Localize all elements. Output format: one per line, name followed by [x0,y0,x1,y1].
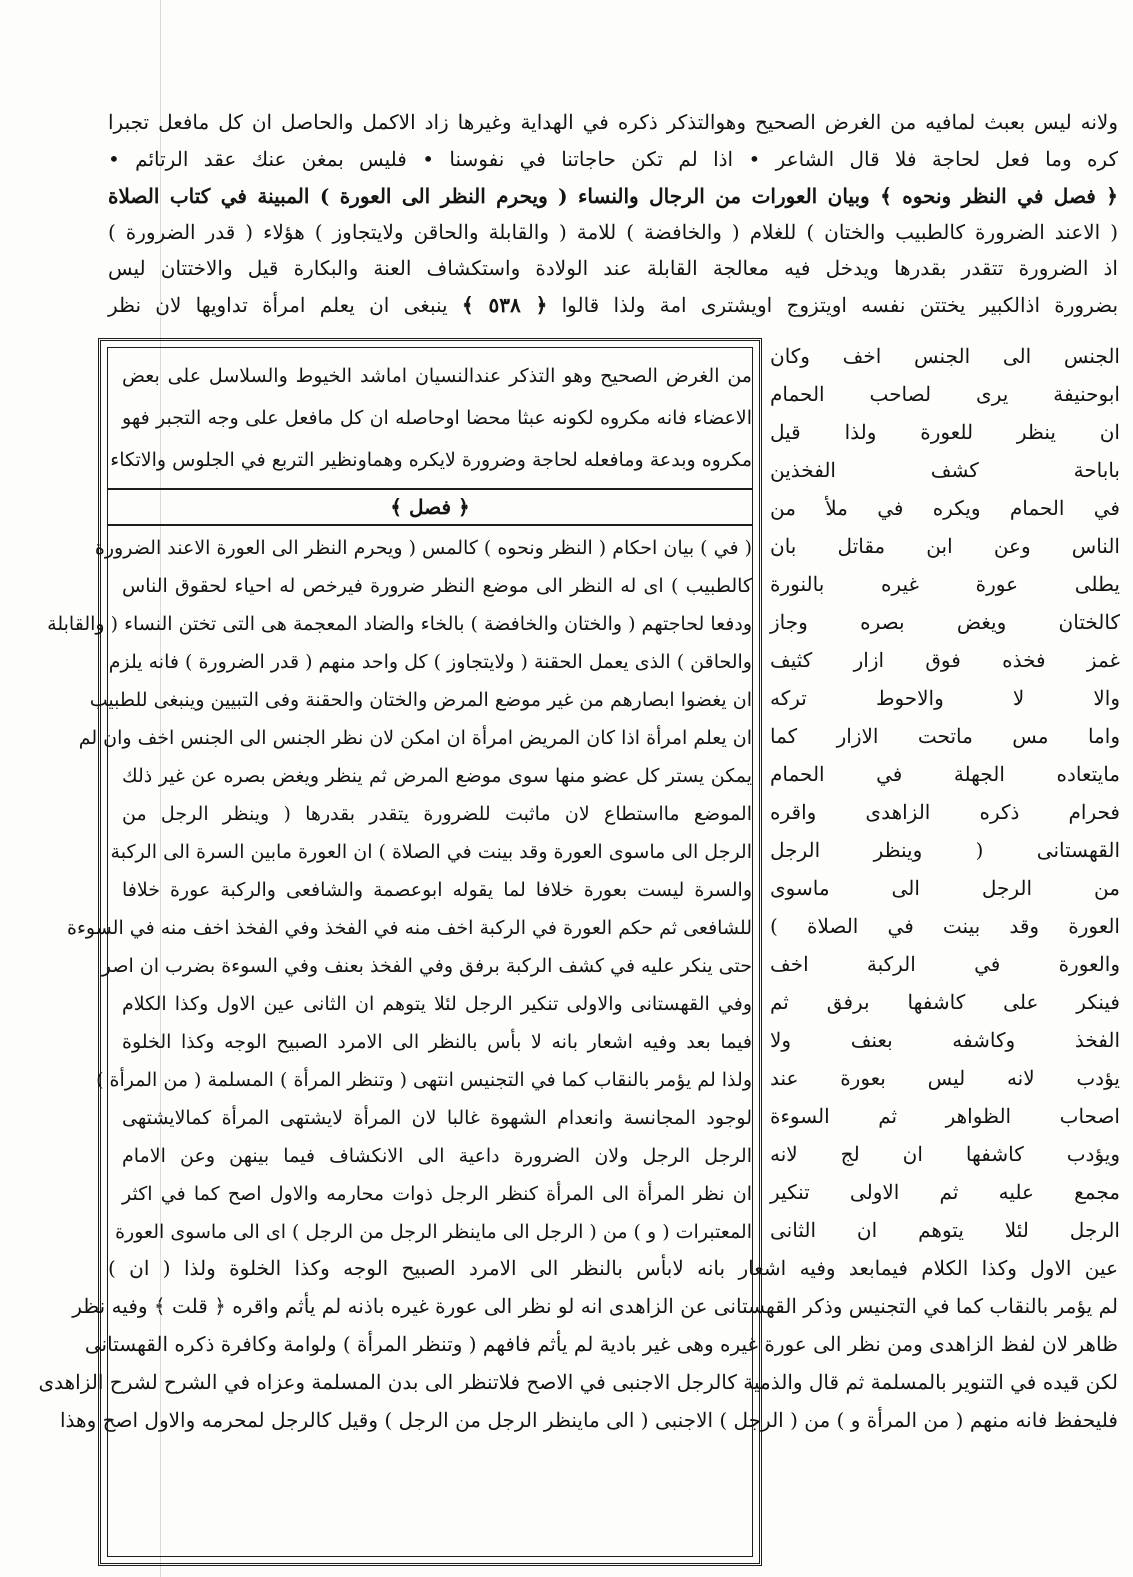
side-text-line: يطلى عورة غيره بالنورة [770,572,1120,596]
box-text-line: الرجل الى ماسوى العورة وقد بينت في الصلاة ) ان العورة مابين السرة الى الركبة [110,841,752,863]
text-line: ولانه ليس بعبث لمافيه من الغرض الصحيح وهوالتذكر ذكره في الهداية وغيرها زاد الاكمل والحاصل ان كل مافعل تجبرا [108,110,1118,134]
box-text-line: حتى ينكر عليه في كشف الركبة برفق وفي الفخذ بعنف وفي السوءة بضرب ان اصر [101,955,752,977]
box-text-line: الاعضاء فانه مكروه لكونه عبثا محضا اوحاصله ان كل مافعل على وجه التجبر فهو [122,407,752,429]
box-text-line: ان نظر المرأة الى المرأة كنظر الرجل ذوات محارمه والاول اصح كما في اكثر [122,1183,752,1205]
page-number: ﴿ ٥٣٨ ﴾ [461,293,548,317]
text-line: كره وما فعل لحاجة فلا قال الشاعر ‌• اذا لم تكن حاجاتنا في نفوسنا • فليس بمغن عنك عقد الرتائم • [108,147,1118,171]
side-text-line: ان ينظر للعورة ولذا قيل [770,420,1120,444]
text-line-with-page-number [108,287,1118,323]
side-text-line: القهستانى ( وينظر الرجل [770,838,1120,862]
side-text-line: فحرام ذكره الزاهدى واقره [770,800,1120,824]
box-text-line: المعتبرات ( و ) من ( الرجل الى ماينظر الرجل من الرجل ) اى الى ماسوى العورة [115,1221,752,1243]
side-text-line: الفخذ وكاشفه بعنف ولا [770,1028,1120,1052]
side-text-line: اصحاب الظواهر ثم السوءة [770,1104,1120,1128]
text-line: اذ الضرورة تتقدر بقدرها ويدخل فيه معالجة القابلة عند الولادة واستكشاف العنة والبكارة قيل والاختتان ليس [108,256,1118,280]
text-line: لم يؤمر بالنقاب كما في التجنيس وذكر القهستانى عن الزاهدى انه لو نظر الى عورة غيره باذنه لم يأثم واقره ﴿ قلت ﴾ وفيه نظر [72,1294,1118,1318]
side-text-line: من الرجل الى ماسوى [770,876,1120,900]
text-line: ( الاعند الضرورة كالطبيب والختان ) للغلام ( والخافضة ) للامة ( والقابلة والحاقن ولايتجاوز ) هؤلاء ( قدر الضرورة ) [108,220,1118,244]
side-text-line: غمز فخذه فوق ازار كثيف [770,648,1120,672]
text-line: فليحفظ فانه منهم ( من المرأة و ) من ( الرجل ) الاجنبى ( الى ماينظر الرجل من الرجل ) وقيل كالرجل لمحرمه والاول اصح وهذا [60,1408,1118,1432]
side-text-line: في الحمام ويكره في ملأ من [770,496,1120,520]
box-text-line: والسرة ليست بعورة خلافا لما يقوله ابوعصمة والشافعى والركبة عورة خلافا [122,879,752,901]
side-text-line: يؤدب لانه ليس بعورة عند [770,1066,1120,1090]
fasl-heading: ﴿ فصل ﴾ [390,495,470,519]
side-text-line: مجمع عليه ثم الاولى تنكير [770,1180,1120,1204]
box-text-line: الرجل الرجل ولان الضرورة داعية الى الانكشاف فيما بينهن وعن الامام [122,1145,752,1167]
text-line: عين الاول وكذا الكلام فيمابعد وفيه اشعار بانه لابأس بالنظر الى الامرد الصبيح الوجه وكذا الخلوة ولذا ( ان ) [108,1256,1118,1280]
box-text-line: لوجود المجانسة وانعدام الشهوة غالبا لان المرأة لايشتهى المرأة كمالايشتهى [122,1107,752,1129]
box-text-line: ان يغضوا ابصارهم من غير موضع المرض والختان والحقنة وفى التبيين وينبغى للطبيب [89,689,752,711]
side-text-line: باباحة كشف الفخذين [770,458,1120,482]
text-fragment: بضرورة اذالكبير يختتن نفسه اويتزوج اويشترى امة ولذا قالوا [561,293,1119,317]
box-text-line: يمكن يستر كل عضو منها سوى موضع المرض ثم ينظر ويغض بصره عن غير ذلك [122,765,752,787]
box-text-line: من الغرض الصحيح وهو التذكر عندالنسيان اماشد الخيوط والسلاسل على بعض [122,365,752,387]
side-text-line: مايتعاده الجهلة في الحمام [770,762,1120,786]
side-text-line: ابوحنيفة يرى لصاحب الحمام [770,382,1120,406]
side-text-line: ويؤدب كاشفها ان لج لانه [770,1142,1120,1166]
text-line: ظاهر لان لفظ الزاهدى ومن نظر الى عورة غيره وهى غير بادية لم يأثم فافهم ( وتنظر المرأة ) ولوامة وكافرة ذكره القهستانى [84,1332,1118,1356]
box-text-line: ( في ) بيان احكام ( النظر ونحوه ) كالمس ( ويحرم النظر الى العورة الاعند الضرورة [94,537,752,559]
box-text-line: فيما بعد وفيه اشعار بانه لا بأس بالنظر الى الامرد الصبيح الوجه وكذا الخلوة [122,1031,752,1053]
divider [108,524,752,526]
side-text-line: الناس وعن ابن مقاتل بان [770,534,1120,558]
side-text-line: الجنس الى الجنس اخف وكان [770,344,1120,368]
side-text-line: الرجل لئلا يتوهم ان الثانى [770,1218,1120,1242]
text-line: لكن قيده في التنوير بالمسلمة ثم قال والذمية كالرجل الاجنبى في الاصح فلاتنظر الى بدن المسلمة وعزاه في الشرح لشرح الزاهدى [38,1370,1118,1394]
side-text-line: واما مس ماتحت الازار كما [770,724,1120,748]
box-text-line: والحاقن ) الذى يعمل الحقنة ( ولايتجاوز ) كل واحد منهم ( قدر الضرورة ) فانه يلزم [108,651,752,673]
box-text-line: كالطبيب ) اى له النظر الى موضع النظر ضرورة فيرخص له احياء لحقوق الناس [122,575,752,597]
side-text-line: كالختان ويغض بصره وجاز [770,610,1120,634]
side-text-line: فينكر على كاشفها برفق ثم [770,990,1120,1014]
box-text-line: وفي القهستانى والاولى تنكير الرجل لئلا يتوهم ان الثانى عين الاول وكذا الكلام [122,993,752,1015]
text-fragment: ينبغى ان يعلم امرأة تداويها لان نظر [108,293,448,317]
box-text-line: ان يعلم امرأة اذا كان المريض امرأة ان امكن لان نظر الجنس الى الجنس اخف وان لم [78,727,752,749]
side-text-line: والعورة في الركبة اخف [770,952,1120,976]
box-text-line: ولذا لم يؤمر بالنقاب كما في التجنيس انتهى ( وتنظر المرأة ) المسلمة ( من المرأة ) [96,1069,752,1091]
box-text-line: للشافعى ثم حكم العورة في الركبة اخف منه في الفخذ وفي الفخذ اخف منه في السوءة [67,917,752,939]
side-text-line: العورة وقد بينت في الصلاة ) [770,914,1120,938]
section-heading-line: ﴿ فصل في النظر ونحوه ﴾ وبيان العورات من الرجال والنساء ( ويحرم النظر الى العورة ) المبينة في كتاب الصلاة [108,184,1118,208]
box-text-line: الموضع مااستطاع لان ماثبت للضرورة يتقدر بقدرها ( وينظر الرجل من [122,803,752,825]
box-text-line: ودفعا لحاجتهم ( والختان والخافضة ) بالخاء والضاد المعجمة هى التى تختن النساء ( والقابلة [47,613,752,635]
box-text-line: مكروه وبدعة ومافعله لحاجة وضرورة لايكره وهماونظير التربع في الجلوس والاتكاء [110,449,752,471]
side-text-line: والا لا والاحوط تركه [770,686,1120,710]
